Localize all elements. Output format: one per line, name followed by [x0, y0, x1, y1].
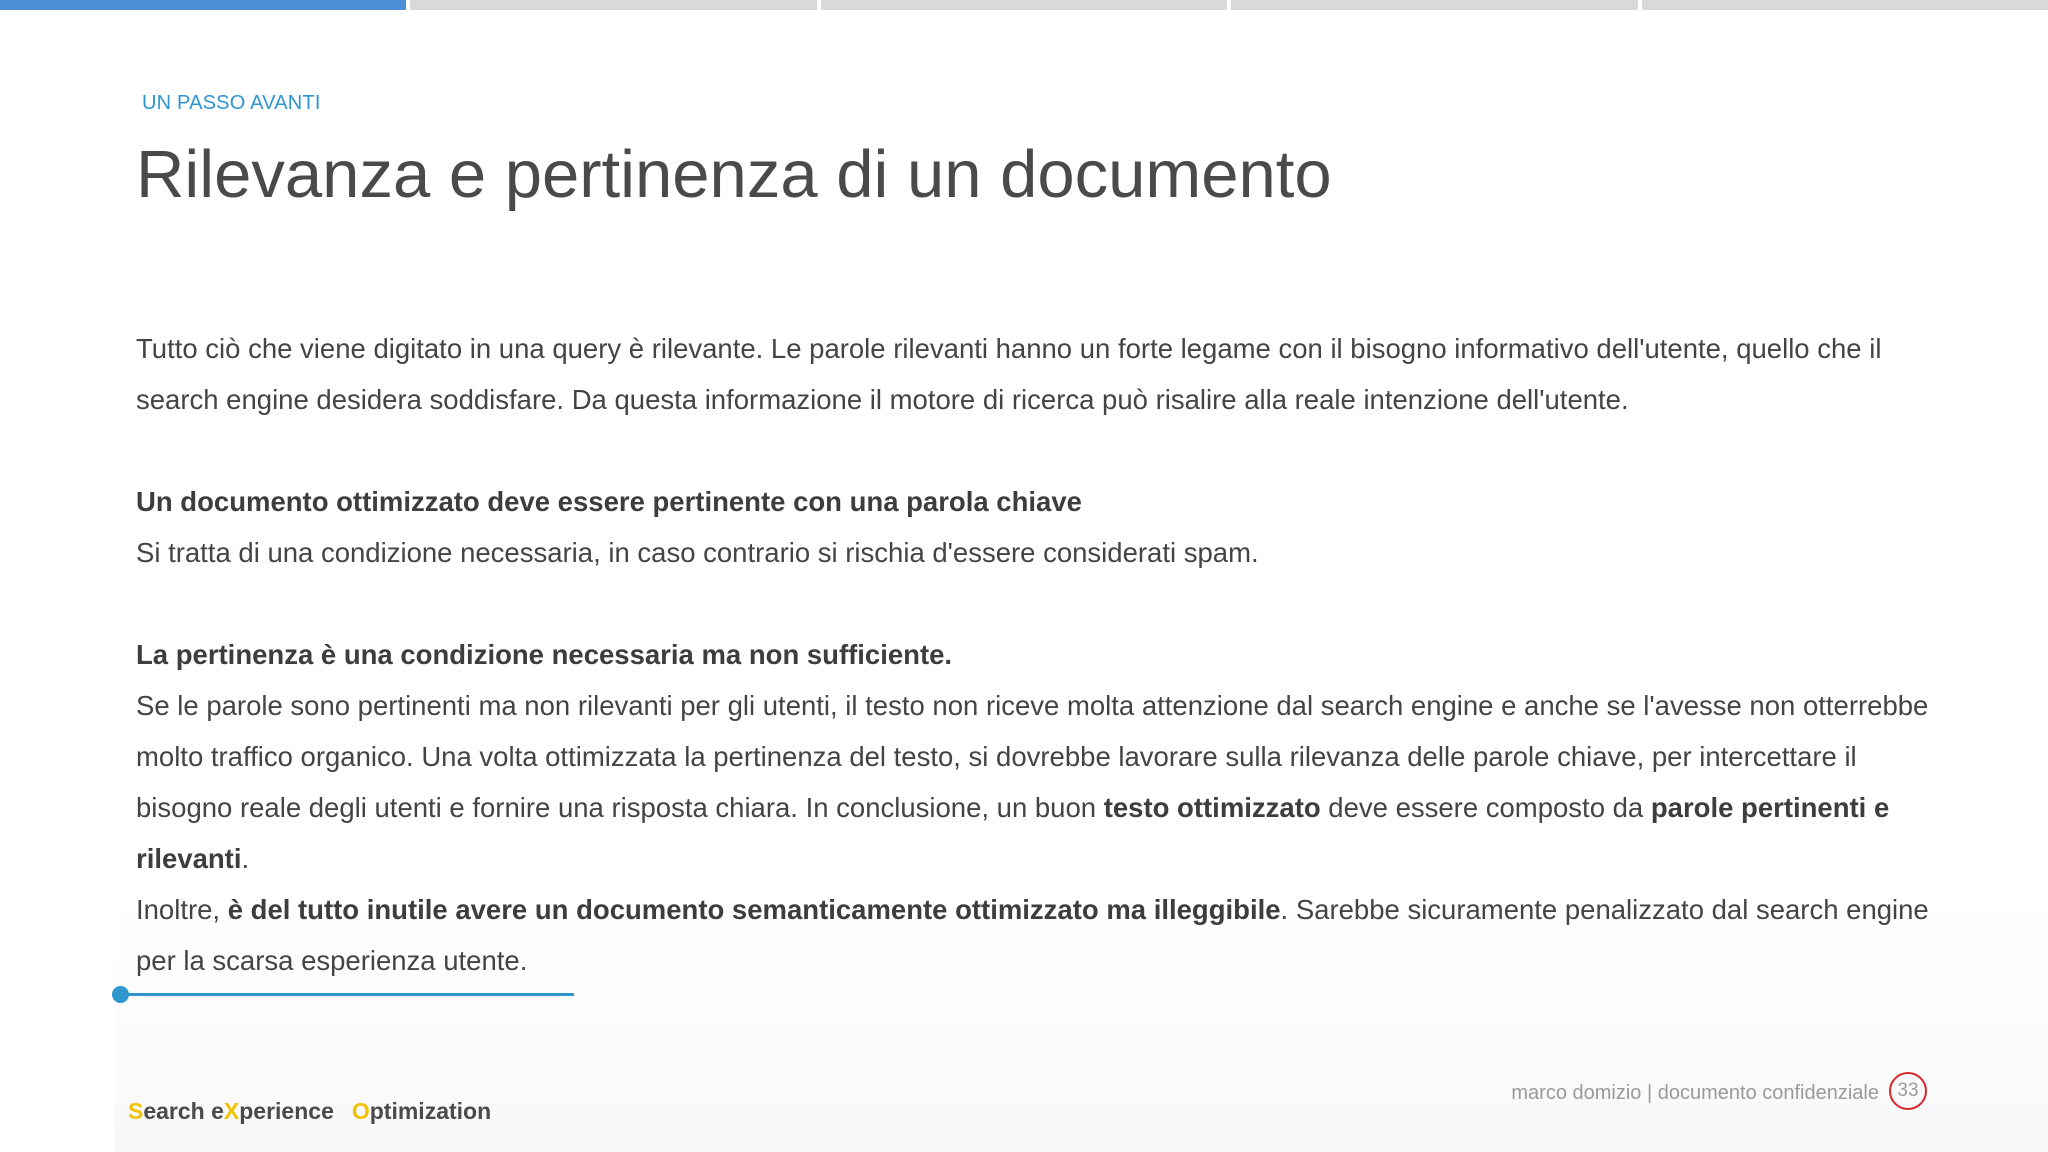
progress-segment-3: [821, 0, 1227, 10]
section1-text: Si tratta di una condizione necessaria, in caso contrario si rischia d'essere considerati spam.: [136, 537, 1259, 568]
section2-text: Se le parole sono pertinenti ma non rilevanti per gli utenti, il testo non riceve molta attenzione dal search engine e anche se l'avesse non otterrebbe molto traffico organico. Una volta ottimizzata la pertinenza del testo, si dovrebbe lavorare sulla rilevanza delle parole chiave, per intercettare il bisogno reale degli utenti e fornire una risposta chiara. In conclusione, un buon testo ottimizzato deve essere composto da parole pertinenti e rilevanti.: [136, 690, 1929, 874]
bold-testo-ottimizzato: testo ottimizzato: [1103, 792, 1321, 823]
brand-logo: Search eXperience Optimization: [128, 1098, 492, 1124]
slide-title: Rilevanza e pertinenza di un documento: [136, 137, 1332, 212]
slide-eyebrow: UN PASSO AVANTI: [142, 92, 321, 114]
divider-line: [120, 993, 574, 996]
progress-segment-2: [410, 0, 816, 10]
bold-parole-pertinenti: parole pertinenti e rilevanti: [136, 792, 1890, 874]
bold-inutile: è del tutto inutile avere un documento semanticamente ottimizzato ma illeggibile: [227, 894, 1281, 925]
slide-body: [136, 323, 1936, 986]
progress-segment-4: [1231, 0, 1637, 10]
progress-segment-5: [1642, 0, 2048, 10]
final-paragraph: Inoltre, è del tutto inutile avere un documento semanticamente ottimizzato ma illeggibile. Sarebbe sicuramente penalizzato dal search engine per la scarsa esperienza utente.: [136, 894, 1929, 976]
section2-heading: La pertinenza è una condizione necessaria ma non sufficiente.: [136, 639, 953, 670]
slide-progress-bar: [0, 0, 2048, 10]
page-number: 33: [1889, 1072, 1927, 1110]
footer-author: marco domizio | documento confidenziale: [1511, 1082, 1879, 1104]
progress-segment-1: [0, 0, 406, 10]
section1-heading: Un documento ottimizzato deve essere pertinente con una parola chiave: [136, 486, 1082, 517]
intro-paragraph: Tutto ciò che viene digitato in una query è rilevante. Le parole rilevanti hanno un forte legame con il bisogno informativo dell'utente, quello che il search engine desidera soddisfare. Da questa informazione il motore di ricerca può risalire alla reale intenzione dell'utente.: [136, 333, 1882, 415]
